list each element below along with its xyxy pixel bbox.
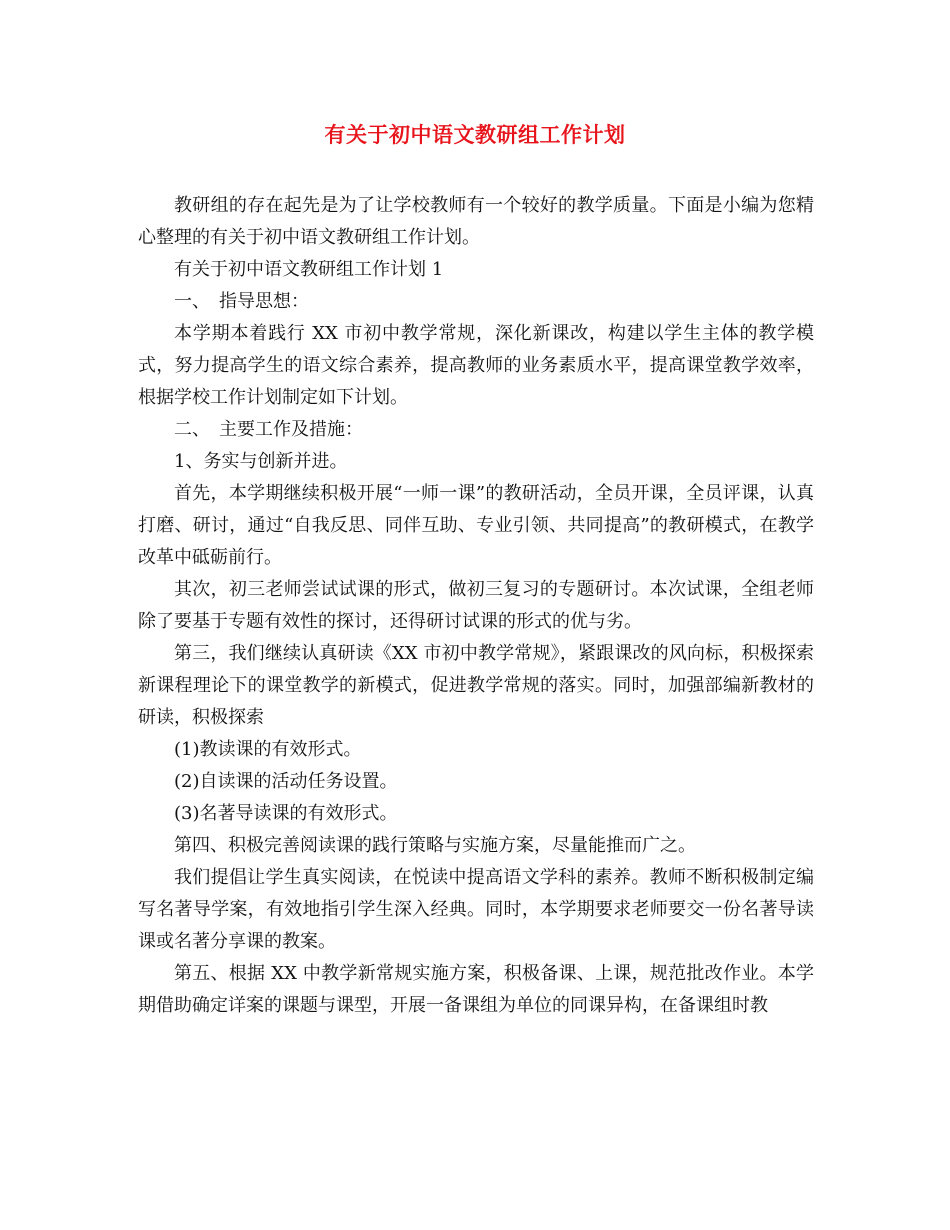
paragraph-section-2-heading: 二、 主要工作及措施：: [174, 419, 363, 440]
paragraph-fourth: 第四、积极完善阅读课的践行策略与实施方案，尽量能推而广之。: [174, 835, 696, 856]
document-body: [138, 190, 814, 1022]
document-title: 有关于初中语文教研组工作计划: [324, 122, 626, 147]
paragraph-section-1-heading: 一、 指导思想：: [174, 291, 309, 312]
paragraph-item-1: 1、务实与创新并进。: [174, 451, 348, 472]
paragraph-third: 第三，我们继续认真研读《XX 市初中教学常规》，紧跟课改的风向标，积极探索新课程理论下的课堂教学的新模式，促进教学常规的落实。同时，加强部编新教材的研读，积极探索: [138, 643, 814, 728]
paragraph-fifth: 第五、根据 XX 中教学新常规实施方案，积极备课、上课，规范批改作业。本学期借助确定详案的课题与课型，开展一备课组为单位的同课异构，在备课组时教: [138, 963, 814, 1016]
list-item: (1)教读课的有效形式。: [174, 739, 362, 760]
list-item: (2)自读课的活动任务设置。: [174, 771, 398, 792]
paragraph-second: 其次，初三老师尝试试课的形式，做初三复习的专题研讨。本次试课，全组老师除了要基于专题有效性的探讨，还得研讨试课的形式的优与劣。: [138, 579, 814, 632]
paragraph-first: 首先，本学期继续积极开展“一师一课”的教研活动，全员开课，全员评课，认真打磨、研讨，通过“自我反思、同伴互助、专业引领、共同提高”的教研模式，在教学改革中砥砺前行。: [138, 483, 814, 568]
paragraph-plan-heading: 有关于初中语文教研组工作计划 1: [174, 259, 444, 280]
paragraph-guiding-thought: 本学期本着践行 XX 市初中教学常规，深化新课改，构建以学生主体的教学模式，努力提高学生的语文综合素养，提高教师的业务素质水平，提高课堂教学效率，根据学校工作计划制定如下计划。: [138, 323, 814, 408]
paragraph-reading: 我们提倡让学生真实阅读，在悦读中提高语文学科的素养。教师不断积极制定编写名著导学案，有效地指引学生深入经典。同时，本学期要求老师要交一份名著导读课或名著分享课的教案。: [138, 867, 814, 952]
list-item: (3)名著导读课的有效形式。: [174, 803, 398, 824]
paragraph-intro: 教研组的存在起先是为了让学校教师有一个较好的教学质量。下面是小编为您精心整理的有关于初中语文教研组工作计划。: [138, 195, 814, 248]
